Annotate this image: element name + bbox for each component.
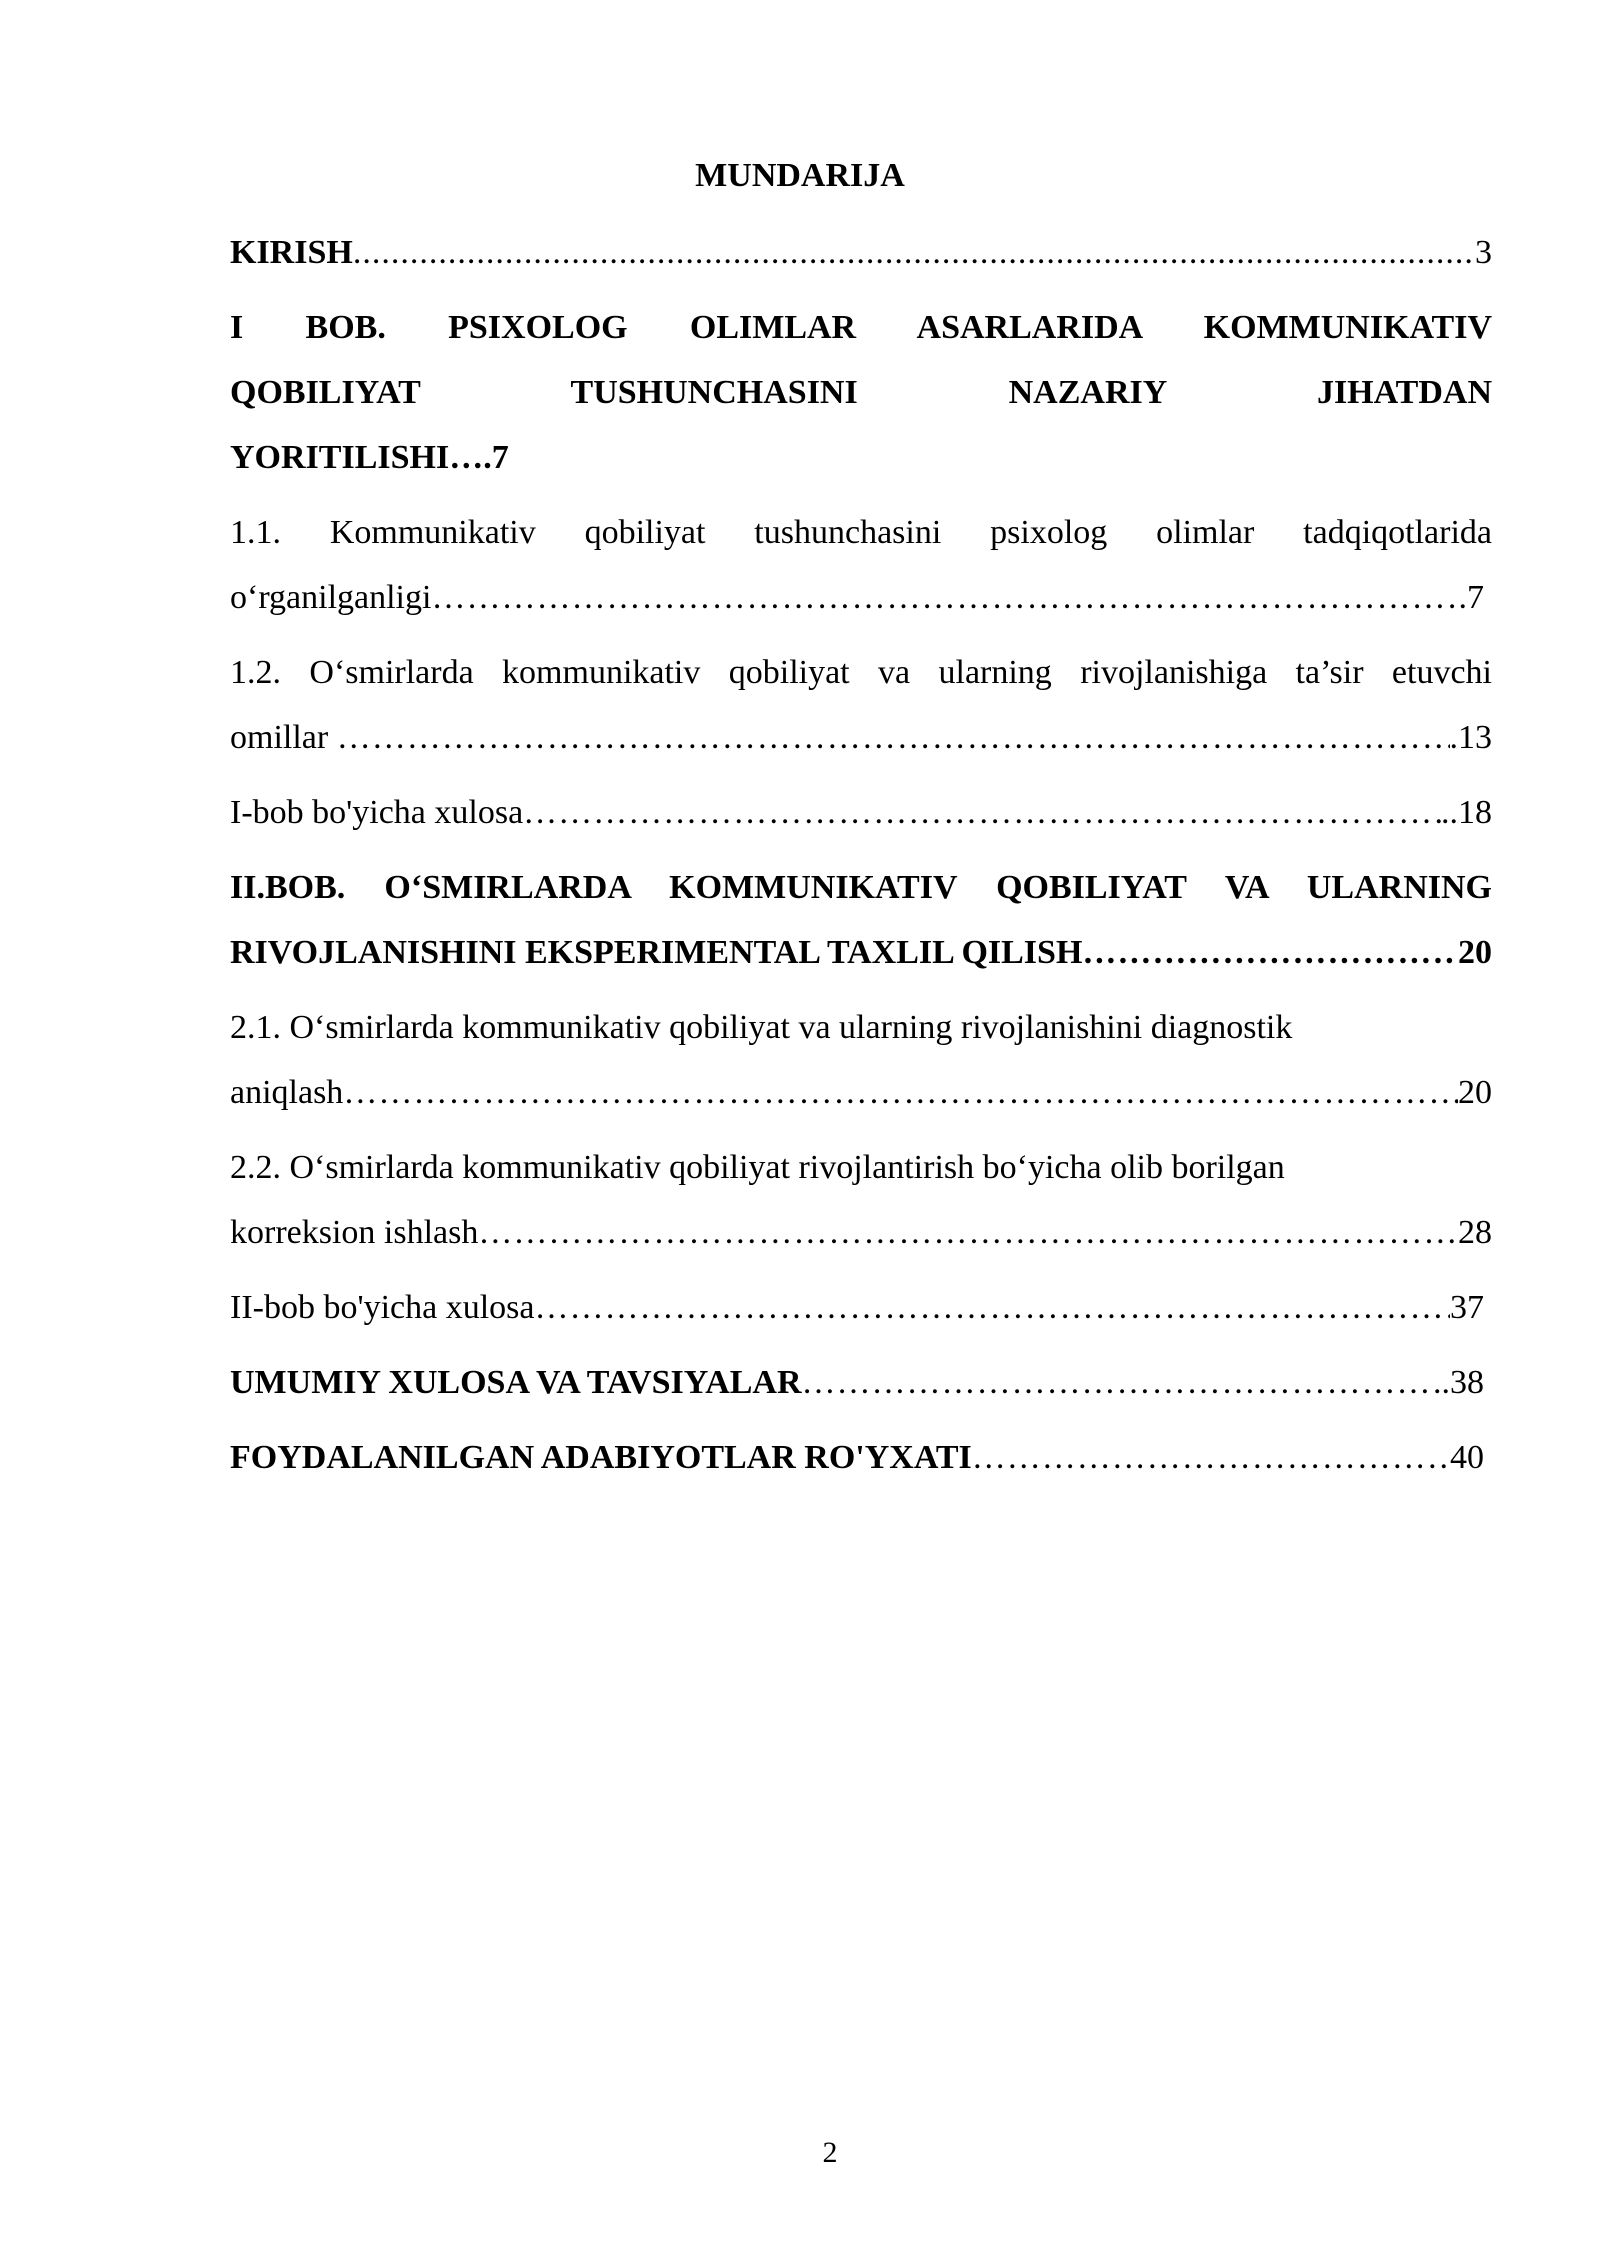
toc-entry-line: QOBILIYAT TUSHUNCHASINI NAZARIY JIHATDAN	[230, 374, 1492, 411]
toc-entry-label: FOYDALANILGAN ADABIYOTLAR RO'YXATI	[230, 1439, 972, 1476]
toc-entry-label: II-bob bo'yicha xulosa	[230, 1289, 535, 1326]
toc-entry-kirish[interactable]	[230, 220, 1492, 285]
toc-entry-chapter-2[interactable]	[230, 855, 1492, 985]
leader-dots	[478, 1200, 1458, 1265]
toc-page-number: ..38	[1433, 1364, 1484, 1401]
leader-dots	[337, 705, 1450, 770]
leader-dots	[535, 1275, 1451, 1340]
toc-entry-label: omillar	[230, 719, 337, 756]
toc-entry-line: 2.2. O‘smirlarda kommunikativ qobiliyat rivojlantirish bo‘yicha olib borilgan	[230, 1149, 1285, 1186]
toc-page-number: 20	[1458, 934, 1492, 971]
toc-entry-conclusion[interactable]	[230, 1350, 1492, 1415]
toc-page-number: .7	[1458, 579, 1484, 616]
toc-page-number: 28	[1458, 1214, 1492, 1251]
leader-dots	[1082, 920, 1458, 985]
toc-entry-chapter-1-summary[interactable]	[230, 780, 1492, 845]
toc-entry-section-2-2[interactable]	[230, 1135, 1492, 1265]
toc-entry-section-2-1[interactable]	[230, 995, 1492, 1125]
toc-entry-chapter-1[interactable]	[230, 295, 1492, 490]
toc-entry-label: I-bob bo'yicha xulosa	[230, 794, 524, 831]
toc-entry-line: 2.1. O‘smirlarda kommunikativ qobiliyat va ularning rivojlanishini diagnostik	[230, 1009, 1293, 1046]
page-title: MUNDARIJA	[695, 157, 905, 194]
toc-page-number: 20	[1458, 1074, 1492, 1111]
leader-dots	[802, 1350, 1433, 1415]
toc-page-number: 40	[1450, 1439, 1484, 1476]
toc-page-number: 37	[1450, 1289, 1484, 1326]
toc-entry-label: korreksion ishlash	[230, 1214, 479, 1251]
leader-dots	[343, 1060, 1458, 1125]
toc-entry-references[interactable]	[230, 1425, 1492, 1490]
toc-entry-section-1-1[interactable]	[230, 500, 1492, 630]
toc-page-number: ..18	[1441, 794, 1492, 831]
toc-entry-label: RIVOJLANISHINI EKSPERIMENTAL TAXLIL QILISH	[230, 934, 1083, 971]
toc-entry-label: UMUMIY XULOSA VA TAVSIYALAR	[230, 1364, 802, 1401]
toc-entry-line: 1.1. Kommunikativ qobiliyat tushunchasini psixolog olimlar tadqiqotlarida	[230, 514, 1492, 551]
toc-entry-label: KIRISH	[230, 234, 353, 271]
toc-entry-label: o‘rganilganligi	[230, 579, 432, 616]
toc-entry-chapter-2-summary[interactable]	[230, 1275, 1492, 1340]
leader-dots	[431, 565, 1458, 630]
toc-page-number: 3	[1475, 234, 1492, 271]
leader-dots	[353, 220, 1475, 285]
toc-entry-line: 1.2. O‘smirlarda kommunikativ qobiliyat va ularning rivojlanishiga ta’sir etuvchi	[230, 654, 1492, 691]
table-of-contents	[230, 220, 1492, 1500]
toc-entry-line: II.BOB. O‘SMIRLARDA KOMMUNIKATIV QOBILIYAT VA ULARNING	[230, 869, 1492, 906]
leader-dots	[523, 780, 1441, 845]
toc-entry-label: aniqlash	[230, 1074, 344, 1111]
page-number: 2	[822, 2136, 838, 2169]
toc-entry-section-1-2[interactable]	[230, 640, 1492, 770]
leader-dots	[972, 1425, 1450, 1490]
toc-page-number: .13	[1449, 719, 1492, 756]
toc-entry-line: I BOB. PSIXOLOG OLIMLAR ASARLARIDA KOMMUNIKATIV	[230, 309, 1492, 346]
toc-entry-line: YORITILISHI….7	[230, 439, 509, 476]
